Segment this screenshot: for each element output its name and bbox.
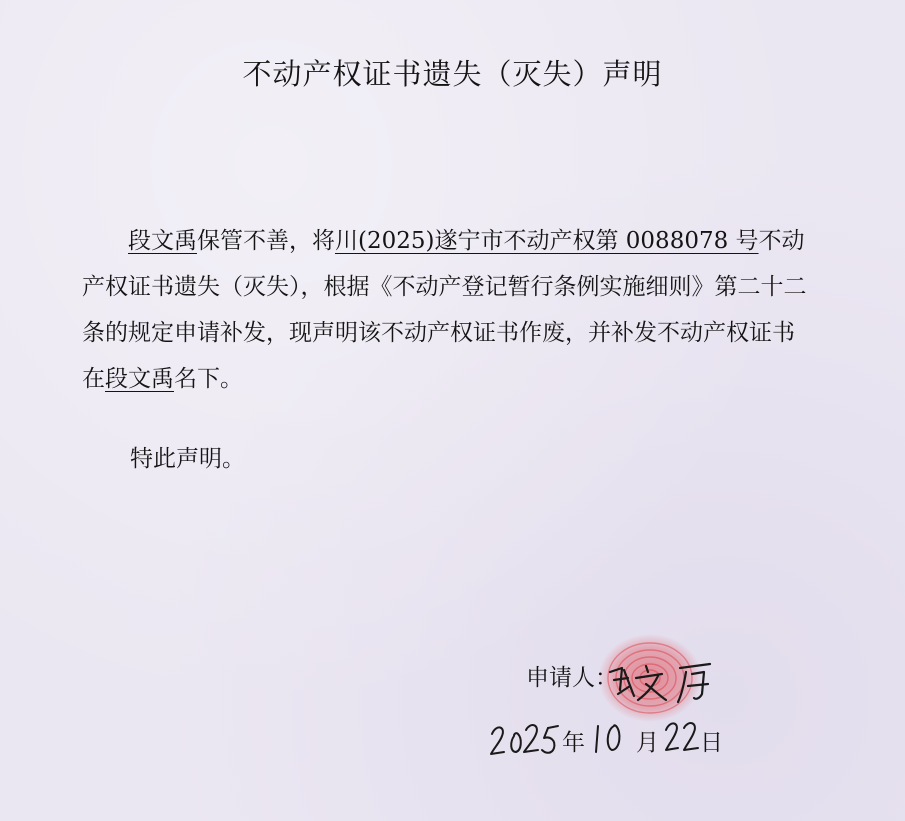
body-text-1: 保管不善，将: [197, 228, 335, 254]
date-day-char: 日: [700, 730, 723, 756]
date-year-handwritten: [488, 716, 560, 760]
document-title: 不动产权证书遗失（灭失）声明: [242, 57, 663, 91]
signing-date: [488, 712, 728, 764]
date-month-char: 月: [636, 730, 659, 756]
certificate-number: 川(2025)遂宁市不动产权第 0088078 号: [335, 228, 759, 254]
body-text-2: 不动产权证书遗失（灭失），根据《不动产登记暂行条例实施细则》第二十二条的规定申请补发，现声明该不动产权证书作废，并补发不动产权证书在: [82, 228, 807, 392]
date-year-char: 年: [562, 730, 585, 756]
body-text-3: 名下。: [174, 366, 243, 392]
date-month-handwritten: [592, 718, 636, 758]
owner-name-2: 段文禹: [105, 366, 174, 392]
applicant-signature: [600, 650, 730, 710]
closing-statement: 特此声明。: [130, 446, 245, 472]
owner-name: 段文禹: [128, 228, 197, 254]
applicant-label: 申请人：: [526, 665, 618, 691]
declaration-paragraph: [82, 218, 812, 402]
